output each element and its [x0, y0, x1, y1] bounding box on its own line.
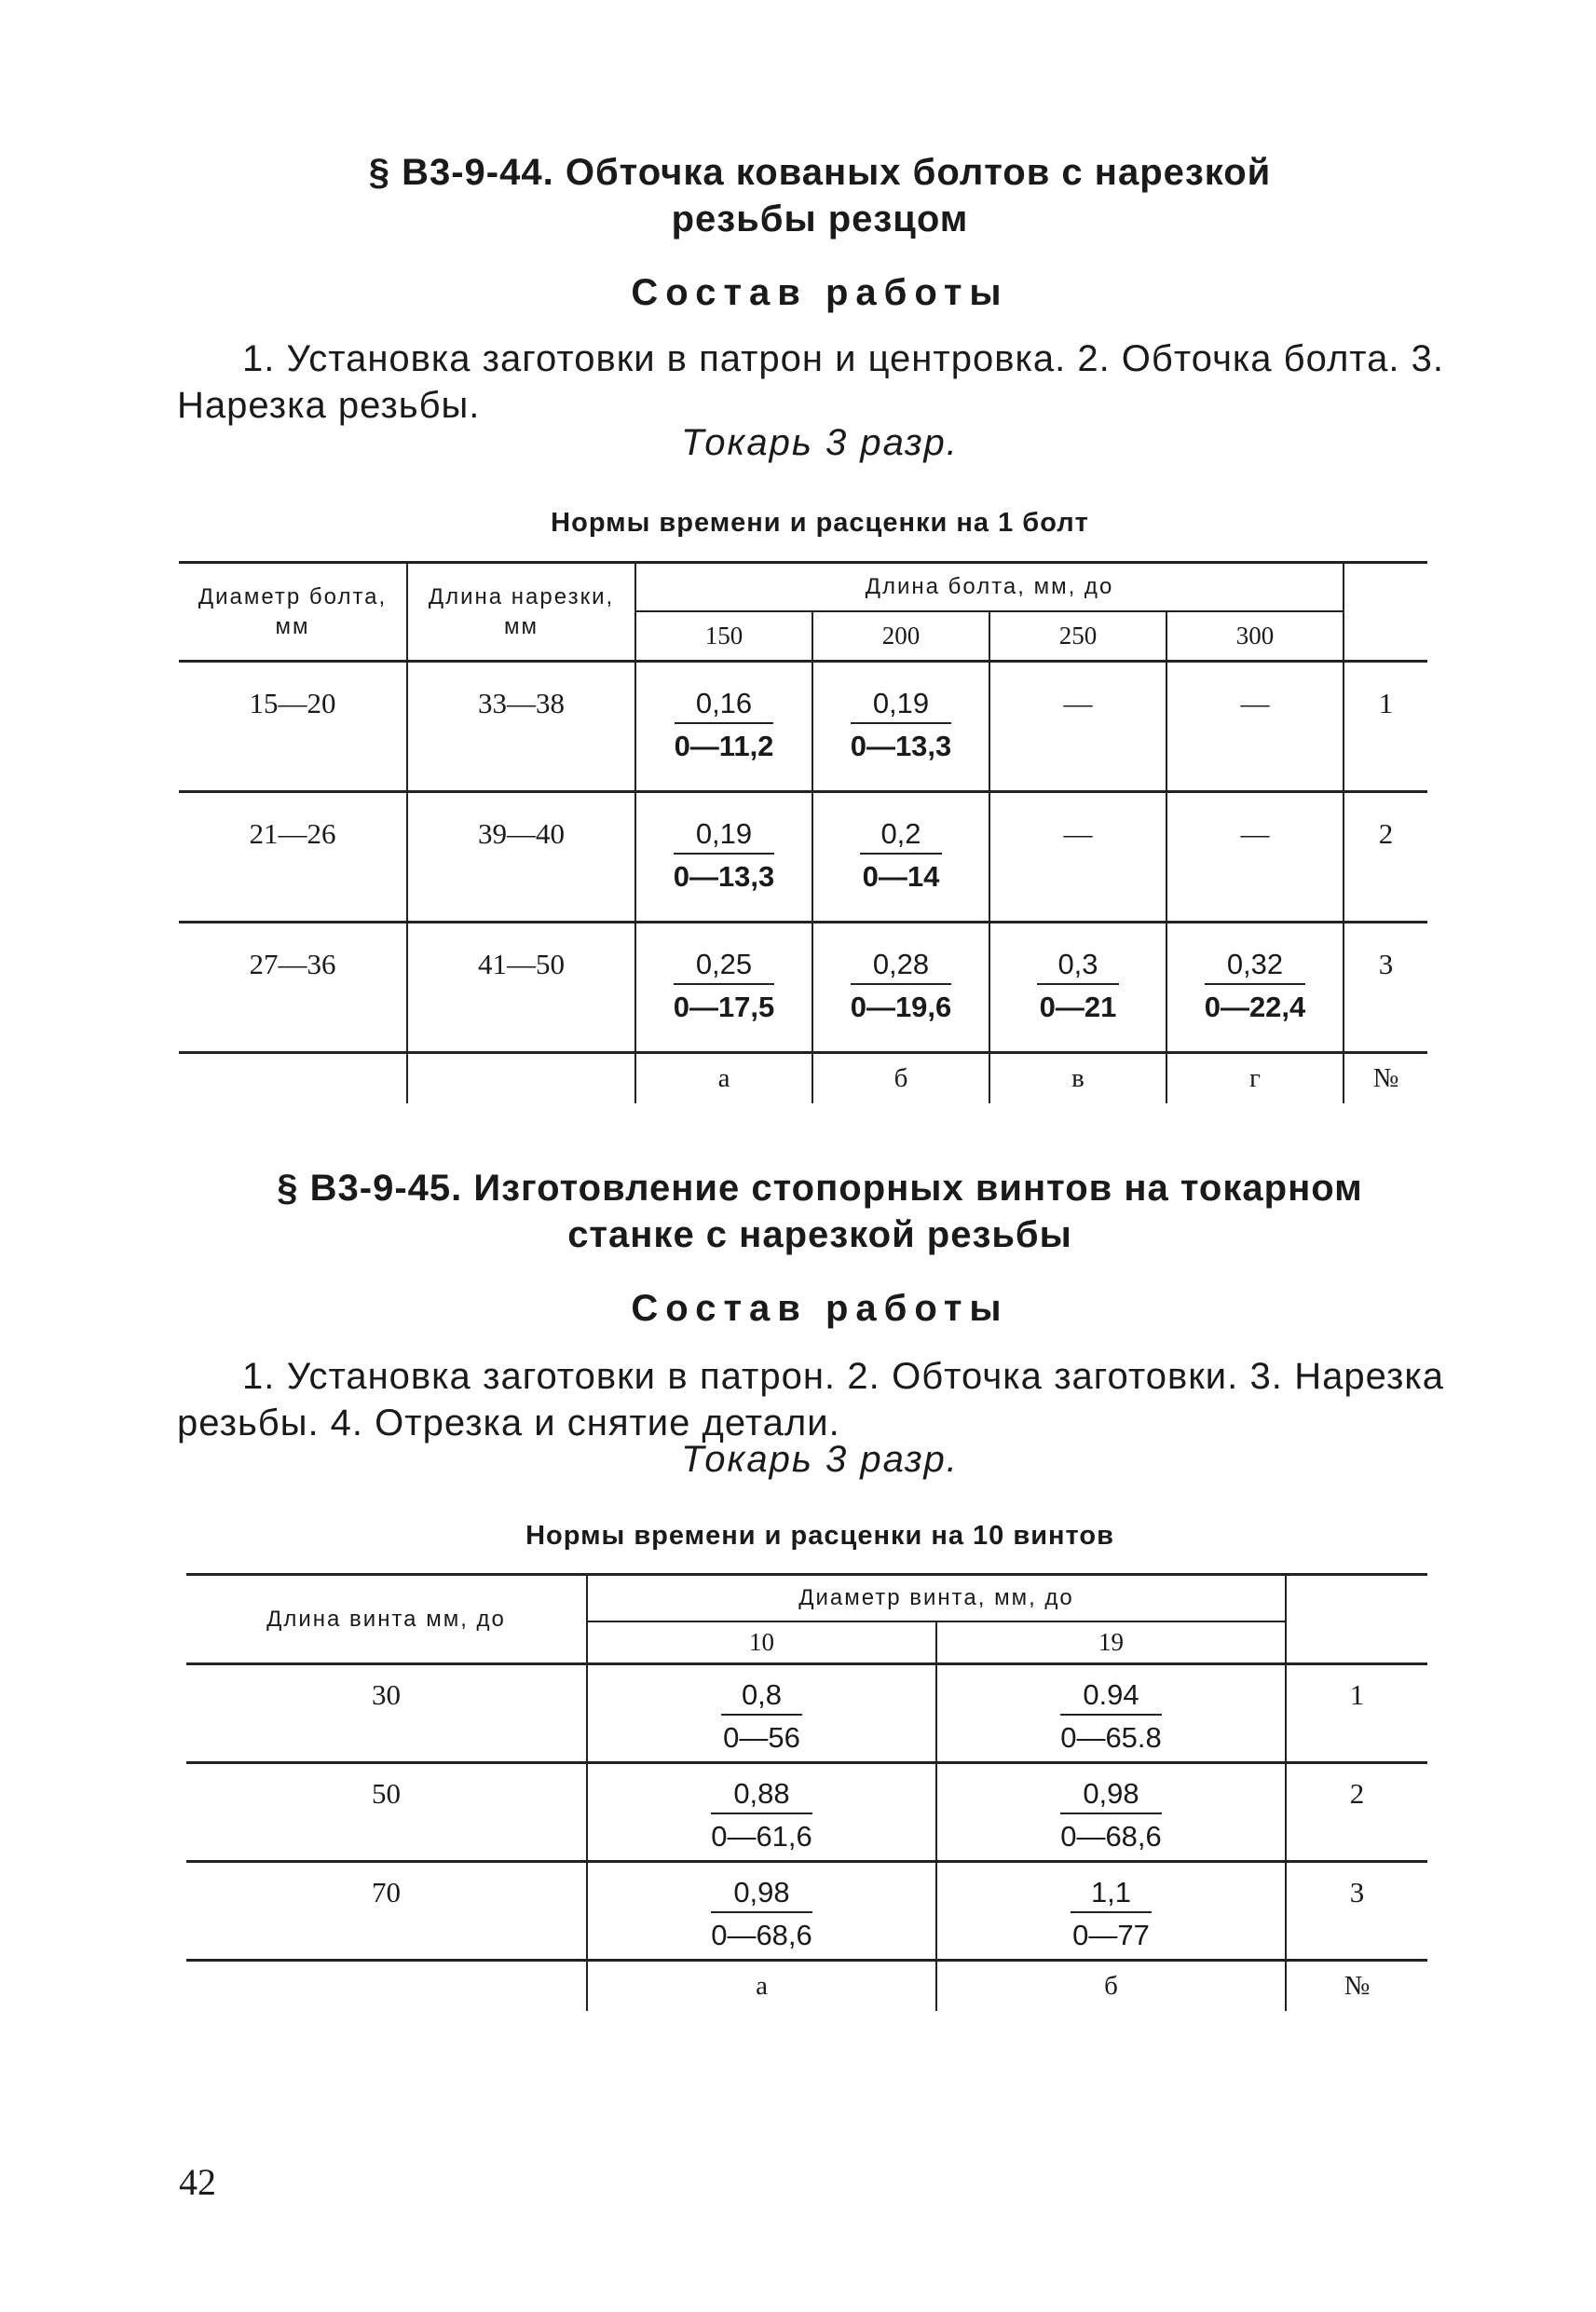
- section1-composition-text: 1. Установка заготовки в патрон и центровка. 2. Обточка болта. 3. Нарезка резьбы.: [177, 338, 1444, 426]
- column-index: а: [587, 1961, 936, 2011]
- header-bolt-length-group: Длина болта, мм, до: [635, 563, 1344, 611]
- diameter-cell: 21—26: [249, 817, 336, 850]
- row-number: 2: [1349, 1777, 1365, 1810]
- table-row: [186, 1862, 1427, 1961]
- diameter-cell: 15—20: [249, 687, 336, 719]
- row-number: 2: [1378, 817, 1394, 850]
- section2-composition-heading: Состав работы: [631, 1288, 1009, 1329]
- section1-norms-table: [179, 561, 1427, 1103]
- section1-composition-heading: Состав работы: [631, 272, 1009, 313]
- thread-cell: 39—40: [478, 817, 565, 850]
- header-sub-col: 10: [587, 1621, 936, 1664]
- table-row: [179, 792, 1427, 923]
- norm-fraction: $\frac{0,3}{0—21}$: [1037, 948, 1118, 1024]
- section1-title-line1: § В3-9-44. Обточка кованых болтов с нарезкой: [368, 152, 1272, 193]
- length-cell: 30: [372, 1678, 401, 1711]
- header-sub-col: 250: [989, 611, 1166, 662]
- section2-table-caption: Нормы времени и расценки на 10 винтов: [525, 1521, 1114, 1551]
- empty-dash: —: [1240, 817, 1270, 850]
- table-row: [186, 1664, 1427, 1763]
- section2-norms-table: [186, 1573, 1427, 2011]
- norm-fraction: $\frac{1,1}{0—77}$: [1071, 1876, 1152, 1952]
- norm-fraction: $\frac{0,16}{0—11,2}$: [674, 687, 774, 762]
- norm-fraction: $\frac{0,98}{0—68,6}$: [1060, 1777, 1162, 1853]
- header-thread-length: Длина нарезки, мм: [407, 563, 635, 662]
- norm-fraction: $\frac{0.94}{0—65.8}$: [1060, 1678, 1162, 1754]
- table-footer-row: [186, 1961, 1427, 2011]
- section1-table-caption: Нормы времени и расценки на 1 болт: [551, 508, 1089, 538]
- table-row: [179, 662, 1427, 792]
- column-index: г: [1166, 1053, 1344, 1103]
- number-label: №: [1344, 1053, 1427, 1103]
- header-diameter: Диаметр болта, мм: [179, 563, 407, 662]
- header-sub-col: 200: [812, 611, 989, 662]
- column-index: а: [635, 1053, 812, 1103]
- section1-title: [233, 149, 1407, 242]
- norm-fraction: $\frac{0,19}{0—13,3}$: [850, 687, 952, 762]
- norm-fraction: $\frac{0,25}{0—17,5}$: [673, 948, 775, 1023]
- section2-composition-text: 1. Установка заготовки в патрон. 2. Обточка заготовки. 3. Нарезка резьбы. 4. Отрезка и снятие детали.: [177, 1356, 1444, 1443]
- diameter-cell: 27—36: [249, 948, 336, 980]
- norm-fraction: $\frac{0,88}{0—61,6}$: [711, 1777, 812, 1853]
- page-number: 42: [179, 2161, 216, 2203]
- column-index: в: [989, 1053, 1166, 1103]
- table-row: [179, 923, 1427, 1053]
- number-label: №: [1286, 1961, 1427, 2011]
- header-sub-col: 19: [936, 1621, 1286, 1664]
- header-sub-col: 300: [1166, 611, 1344, 662]
- norm-fraction: $\frac{0,8}{0—56}$: [721, 1678, 802, 1755]
- table-row: [186, 1763, 1427, 1862]
- row-number: 3: [1378, 948, 1394, 980]
- norm-fraction: $\frac{0,32}{0—22,4}$: [1204, 948, 1306, 1023]
- length-cell: 70: [372, 1876, 401, 1908]
- row-number: 1: [1349, 1678, 1365, 1711]
- thread-cell: 33—38: [478, 687, 565, 719]
- section2-worker: Токарь 3 разр.: [681, 1439, 959, 1480]
- row-number: 1: [1378, 687, 1394, 719]
- empty-dash: —: [1063, 687, 1093, 719]
- header-number-blank: [1286, 1575, 1427, 1664]
- header-sub-col: 150: [635, 611, 812, 662]
- header-number-blank: [1344, 563, 1427, 662]
- norm-fraction: $\frac{0,98}{0—68,6}$: [711, 1876, 812, 1951]
- table-footer-row: [179, 1053, 1427, 1103]
- column-index: б: [936, 1961, 1286, 2011]
- thread-cell: 41—50: [478, 948, 565, 980]
- column-index: б: [812, 1053, 989, 1103]
- empty-dash: —: [1063, 817, 1093, 850]
- norm-fraction: $\frac{0,2}{0—14}$: [860, 817, 941, 894]
- section1-worker: Токарь 3 разр.: [681, 422, 959, 463]
- empty-dash: —: [1240, 687, 1270, 719]
- row-number: 3: [1349, 1876, 1365, 1908]
- section1-title-line2: резьбы резцом: [671, 198, 969, 239]
- length-cell: 50: [372, 1777, 401, 1810]
- header-screw-length: Длина винта мм, до: [186, 1575, 587, 1664]
- section2-title-line1: § В3-9-45. Изготовление стопорных винтов на токарном: [277, 1168, 1363, 1209]
- header-screw-diameter-group: Диаметр винта, мм, до: [587, 1575, 1286, 1621]
- norm-fraction: $\frac{0,28}{0—19,6}$: [850, 948, 952, 1023]
- section2-title: [233, 1165, 1407, 1258]
- norm-fraction: $\frac{0,19}{0—13,3}$: [673, 817, 775, 893]
- section2-title-line2: станке с нарезкой резьбы: [567, 1214, 1072, 1255]
